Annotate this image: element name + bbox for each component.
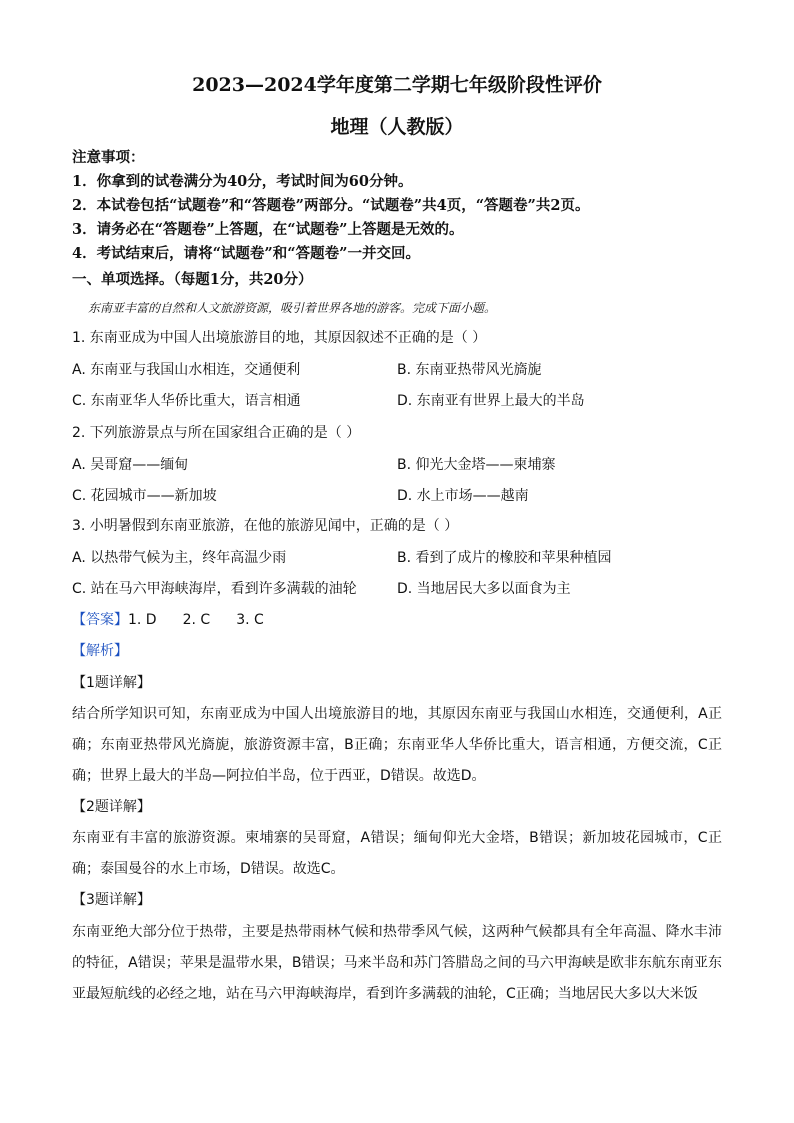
detail-1-tag: 【1题详解】	[72, 675, 151, 691]
note-item: 1．你拿到的试卷满分为40分，考试时间为60分钟。	[72, 173, 413, 190]
question-stem: 2. 下列旅游景点与所在国家组合正确的是（ ）	[72, 425, 361, 441]
option-d: D. 东南亚有世界上最大的半岛	[397, 393, 585, 409]
section-intro: 东南亚丰富的自然和人文旅游资源，吸引着世界各地的游客。完成下面小题。	[88, 301, 497, 315]
detail-2-tag: 【2题详解】	[72, 799, 151, 815]
note-item: 2．本试卷包括“试题卷”和“答题卷”两部分。“试题卷”共4页，“答题卷”共2页。	[72, 197, 590, 214]
option-d: D. 水上市场——越南	[397, 488, 529, 504]
answer-tag: 【答案】	[72, 612, 128, 628]
answer-2: 2. C	[182, 612, 211, 628]
option-a: A. 东南亚与我国山水相连，交通便利	[72, 362, 301, 378]
option-c: C. 东南亚华人华侨比重大，语言相通	[72, 393, 301, 409]
answer-3: 3. C	[236, 612, 264, 628]
option-b: B. 东南亚热带风光旖旎	[397, 362, 542, 378]
answer-1: 1. D	[128, 612, 157, 628]
option-b: B. 仰光大金塔——柬埔寨	[397, 457, 556, 473]
note-item: 3．请务必在“答题卷”上答题，在“试题卷”上答题是无效的。	[72, 221, 464, 238]
section-heading: 一、单项选择。（每题1分，共20分）	[72, 271, 313, 288]
option-d: D. 当地居民大多以面食为主	[397, 581, 571, 597]
option-a: A. 吴哥窟——缅甸	[72, 457, 189, 473]
question-stem: 3. 小明暑假到东南亚旅游，在他的旅游见闻中，正确的是（ ）	[72, 518, 459, 534]
note-item: 4．考试结束后，请将“试题卷”和“答题卷”一并交回。	[72, 245, 420, 262]
question-stem: 1. 东南亚成为中国人出境旅游目的地，其原因叙述不正确的是（ ）	[72, 330, 487, 346]
analysis-tag: 【解析】	[72, 643, 128, 659]
notes-heading: 注意事项：	[72, 149, 145, 166]
exam-title: 2023—2024学年度第二学期七年级阶段性评价	[192, 74, 602, 96]
option-b: B. 看到了成片的橡胶和苹果种植园	[397, 550, 612, 566]
detail-3-tag: 【3题详解】	[72, 892, 151, 908]
detail-1-text: 结合所学知识可知，东南亚成为中国人出境旅游目的地，其原因东南亚与我国山水相连，交通便利，A正确；东南亚热带风光旖旎，旅游资源丰富，B正确；东南亚华人华侨比重大，语言相通，方便交流，C正确；世界上最大的半岛—阿拉伯半岛，位于西亚，D错误。故选D。	[72, 706, 722, 784]
option-c: C. 站在马六甲海峡海岸，看到许多满载的油轮	[72, 581, 357, 597]
exam-subtitle: 地理（人教版）	[330, 116, 464, 138]
detail-3-text: 东南亚绝大部分位于热带，主要是热带雨林气候和热带季风气候，这两种气候都具有全年高温、降水丰沛的特征，A错误；苹果是温带水果，B错误；马来半岛和苏门答腊岛之间的马六甲海峡是欧非东航东南亚东亚最短航线的必经之地，站在马六甲海峡海岸，看到许多满载的油轮，C正确；当地居民大多以大米饭	[72, 924, 722, 1002]
option-c: C. 花园城市——新加坡	[72, 488, 217, 504]
answer-line	[72, 610, 722, 630]
option-a: A. 以热带气候为主，终年高温少雨	[72, 550, 287, 566]
detail-2-text: 东南亚有丰富的旅游资源。柬埔寨的吴哥窟，A错误；缅甸仰光大金塔，B错误；新加坡花园城市，C正确；泰国曼谷的水上市场，D错误。故选C。	[72, 830, 722, 877]
